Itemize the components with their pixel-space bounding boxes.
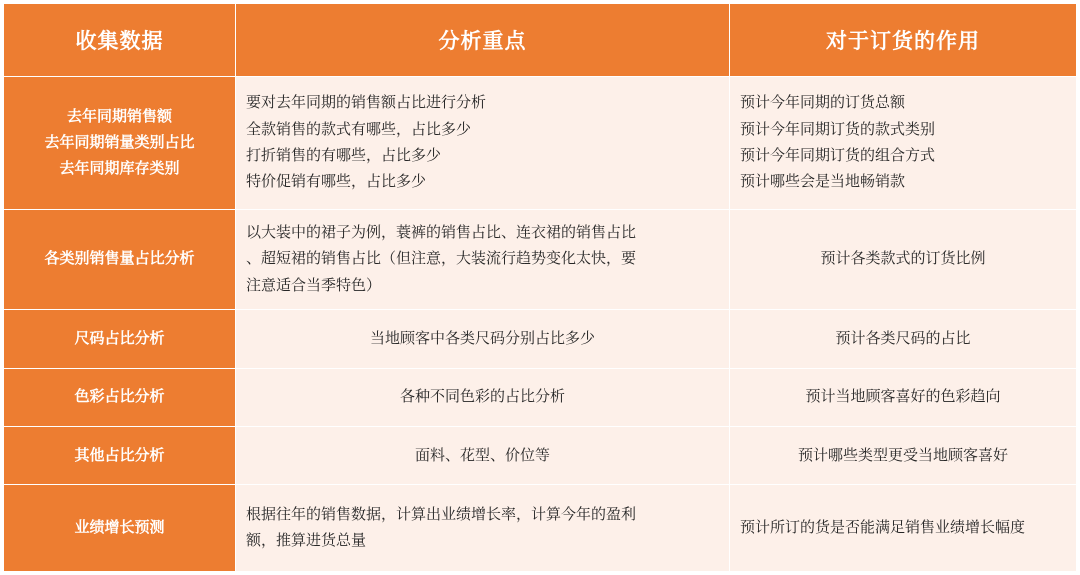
analysis-focus-line: 额，推算进货总量 <box>246 532 367 550</box>
analysis-focus-line: 特价促销有哪些，占比多少 <box>246 173 427 191</box>
ordering-effect-line: 预计各类尺码的占比 <box>835 329 971 347</box>
row-ordering-effect-cell <box>730 485 1077 572</box>
row-category-cell <box>4 368 236 426</box>
table-row <box>4 77 1077 210</box>
ordering-effect-line: 预计今年同期订货的款式类别 <box>740 120 936 138</box>
category-line: 去年同期库存类别 <box>59 160 180 178</box>
analysis-focus-line: 当地顾客中各类尺码分别占比多少 <box>369 329 595 347</box>
analysis-focus-line: 全款销售的款式有哪些，占比多少 <box>246 120 472 138</box>
row-category-cell <box>4 427 236 485</box>
row-analysis-focus-cell <box>236 310 730 368</box>
analysis-focus-line: 打折销售的有哪些，占比多少 <box>246 146 442 164</box>
table-row <box>4 368 1077 426</box>
row-category-cell <box>4 485 236 572</box>
row-ordering-effect-cell <box>730 310 1077 368</box>
analysis-focus-line: 面料、花型、价位等 <box>414 446 550 464</box>
row-analysis-focus-cell <box>236 368 730 426</box>
analysis-focus-line: 要对去年同期的销售额占比进行分析 <box>246 94 487 112</box>
row-category-cell <box>4 310 236 368</box>
row-ordering-effect-cell <box>730 368 1077 426</box>
ordering-effect-line: 预计当地顾客喜好的色彩趋向 <box>805 388 1001 406</box>
ordering-effect-line: 预计哪些类型更受当地顾客喜好 <box>797 446 1008 464</box>
row-analysis-focus-cell <box>236 209 730 310</box>
table-row <box>4 427 1077 485</box>
row-ordering-effect-cell <box>730 209 1077 310</box>
column-header-collect-data: 收集数据 <box>4 4 236 77</box>
analysis-focus-line: 各种不同色彩的占比分析 <box>399 388 565 406</box>
table-header <box>4 4 1077 77</box>
ordering-effect-line: 预计所订的货是否能满足销售业绩增长幅度 <box>740 519 1026 537</box>
category-line: 去年同期销量类别占比 <box>44 133 195 151</box>
category-line: 其他占比分析 <box>74 446 165 464</box>
column-header-analysis-focus: 分析重点 <box>236 4 730 77</box>
table-body <box>4 77 1077 572</box>
row-analysis-focus-cell <box>236 77 730 210</box>
table-header-row <box>4 4 1077 77</box>
ordering-effect-line: 预计今年同期订货的组合方式 <box>740 146 936 164</box>
category-line: 尺码占比分析 <box>74 329 165 347</box>
row-analysis-focus-cell <box>236 485 730 572</box>
table-row <box>4 310 1077 368</box>
column-header-ordering-effect: 对于订货的作用 <box>730 4 1077 77</box>
category-line: 各类别销售量占比分析 <box>44 250 195 268</box>
row-category-cell <box>4 209 236 310</box>
row-analysis-focus-cell <box>236 427 730 485</box>
category-line: 去年同期销售额 <box>66 107 172 125</box>
analysis-focus-line: 、超短裙的销售占比（但注意，大装流行趋势变化太快，要 <box>246 250 637 268</box>
table-row <box>4 209 1077 310</box>
ordering-effect-line: 预计哪些会是当地畅销款 <box>740 173 906 191</box>
table-row <box>4 485 1077 572</box>
row-ordering-effect-cell <box>730 427 1077 485</box>
row-ordering-effect-cell <box>730 77 1077 210</box>
analysis-table <box>3 3 1077 572</box>
analysis-focus-line: 根据往年的销售数据，计算出业绩增长率，计算今年的盈利 <box>246 505 637 523</box>
row-category-cell <box>4 77 236 210</box>
analysis-focus-line: 以大装中的裙子为例，蓑裤的销售占比、连衣裙的销售占比 <box>246 224 637 242</box>
category-line: 业绩增长预测 <box>74 519 165 537</box>
ordering-effect-line: 预计今年同期的订货总额 <box>740 94 906 112</box>
analysis-focus-line: 注意适合当季特色） <box>246 276 382 294</box>
ordering-effect-line: 预计各类款式的订货比例 <box>820 250 986 268</box>
category-line: 色彩占比分析 <box>74 388 165 406</box>
